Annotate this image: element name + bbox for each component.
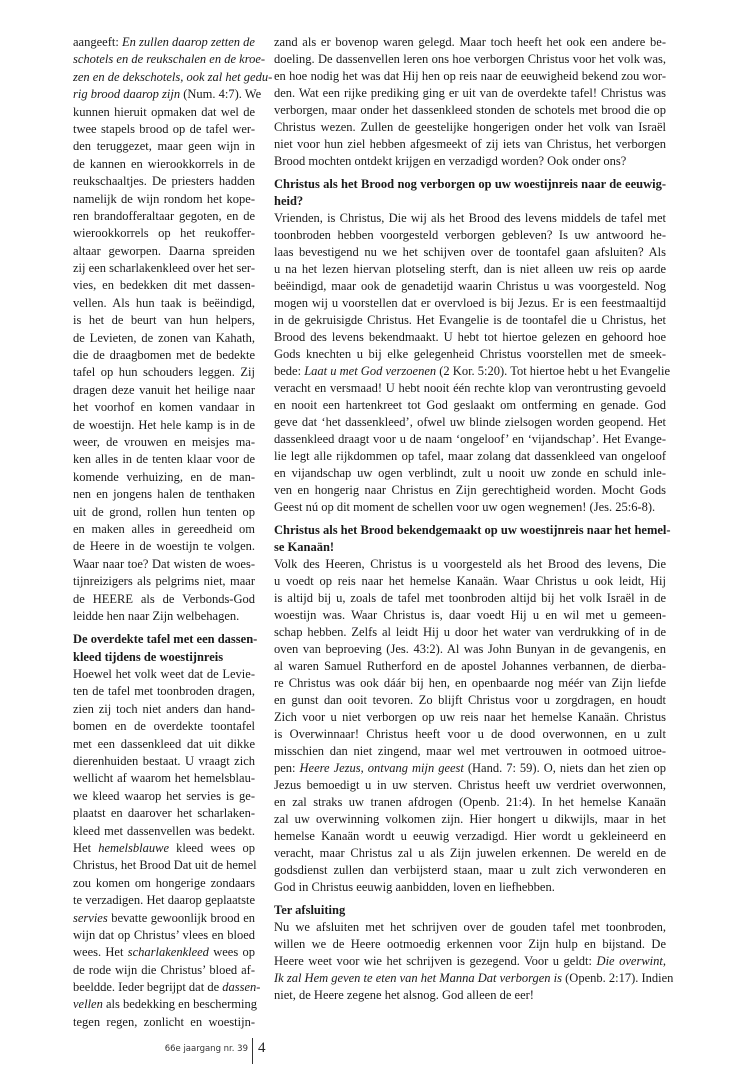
text: Vrienden, is Christus, Die wij als het Brood des levens middels de tafel met (274, 211, 666, 225)
text: Nu we afsluiten met het schrijven over de gouden tafel met toonbroden, (274, 920, 666, 934)
italic-text: Ik zal Hem geven te eten van het Manna Dat verborgen is (274, 971, 562, 985)
text: Christus als het Brood bekendgemaakt op uw woestijnreis naar het hemel- (274, 523, 671, 537)
text: tegen regen, zonlicht en woestijn- (73, 1014, 255, 1029)
text-line (274, 709, 666, 726)
text-line (73, 295, 255, 312)
text: bede: (274, 364, 305, 378)
text: tafel op hun schouders leggen. Zij (73, 365, 255, 380)
text: ken alles in de tenten klaar voor de (73, 452, 255, 467)
text: komende verhuizing, en de man- (73, 469, 255, 484)
section-heading (274, 902, 666, 919)
text-line (73, 701, 255, 718)
text-line (73, 962, 255, 979)
text-line (274, 794, 666, 811)
text-line (274, 102, 666, 119)
italic-text: hemelsblauwe (98, 840, 170, 855)
text-line (73, 875, 255, 892)
text-line (274, 953, 666, 970)
text: dragen deze vanuit het heilige naar (73, 382, 255, 397)
text: is Overwinnaar! Christus heeft voor u de dood overwonnen, en u zult (274, 727, 666, 741)
text-line (73, 1014, 255, 1031)
text: Gods knechten u bij elke gelegenheid Christus voorstellen met de smeek- (274, 347, 666, 361)
text-line (274, 346, 666, 363)
text: Ter afsluiting (274, 903, 346, 917)
text: de Heere in de woestijn te volgen. (73, 539, 255, 554)
text-line (274, 85, 666, 102)
text: laas bevestigend nu we het schijven over de toontafel gaan afsluiten? Als (274, 245, 666, 259)
text: Hoewel het volk weet dat de Levie- (73, 667, 255, 682)
text-line (274, 244, 666, 261)
left-column (73, 34, 273, 1031)
footer-issue: 66e jaargang nr. 39 (164, 1044, 248, 1054)
text-line (73, 608, 255, 625)
text-line (73, 927, 255, 944)
text-line (274, 522, 671, 539)
text: we kleed waarop het servies is ge- (73, 788, 255, 803)
text-line (73, 121, 255, 138)
text-line (274, 607, 666, 624)
right-column (274, 34, 674, 1004)
text: Volk des Heeren, Christus is u voorgesteld als het Brood des levens, Die (274, 557, 666, 571)
text: heid? (274, 194, 304, 208)
text-line (274, 539, 666, 556)
text-line (274, 482, 666, 499)
text-line (73, 69, 273, 86)
text-line (73, 996, 255, 1013)
text: en gunst dan ooit tevoren. Zo blijft Christus voor u zorgdragen, en houdt (274, 693, 666, 707)
text-line (73, 347, 255, 364)
paragraph (274, 210, 671, 516)
text: u voedt op reis naar het hemelse Kanaän. Waar Christus u ook leidt, Hij (274, 574, 666, 588)
text-line (274, 828, 666, 845)
text: veracht en versmaad! U hebt nooit één rechte klop van verontrusting gevoeld (274, 381, 666, 395)
text: (Num. 4:7). We (180, 87, 262, 102)
text: Jezus bemoedigt u in uw sterven. Christus heeft uw verdriet overwonnen, (274, 778, 666, 792)
text-line (73, 225, 255, 242)
text-line (73, 138, 255, 155)
text-line (73, 556, 255, 573)
text: oven van beproeving (Jes. 43:2). Al was John Bunyan in de gevangenis, en (274, 642, 666, 656)
italic-text: vellen (73, 997, 103, 1012)
text-line (274, 261, 666, 278)
text: zal uw overwinning volkomen zijn. Hier hongert u dikwijls, maar in het (274, 812, 666, 826)
text: den. Wat een rijke prediking ging er uit van de overdekte tafel! Christus was (274, 86, 666, 100)
text-line (73, 736, 255, 753)
text: God in Christus eeuwig aanbidden, loven en liefhebben. (274, 880, 555, 894)
text: is altijd bij u, zoals de tafel met toonbroden altijd bij het volk Israël in de (274, 591, 666, 605)
italic-text: Heere Jezus, ontvang mijn geest (299, 761, 464, 775)
text: twee stapels brood op de tafel wer- (73, 121, 255, 136)
text-line (274, 68, 666, 85)
text-line (274, 879, 666, 896)
text-line (73, 910, 255, 927)
text-line (274, 136, 666, 153)
text: als bedekking en bescherming (102, 997, 257, 1012)
text: niet, de Heere zegene het alsnog. God alleen de eer! (274, 988, 534, 1002)
paragraph (274, 919, 674, 1004)
text: wellicht af waarom het hemelsblau- (73, 771, 255, 786)
italic-text: scharlakenkleed (127, 945, 209, 960)
page-number: 4 (258, 1040, 266, 1056)
text-line (73, 434, 255, 451)
text-line (274, 743, 666, 760)
text-line (73, 823, 255, 840)
text-line (274, 363, 671, 380)
text: Christus, het Brood Dat uit de hemel (73, 858, 257, 873)
text: al waren Samuel Rutherford en de apostel Johannes verbannen, de dierba- (274, 659, 666, 673)
text: zand als er bovenop waren gelegd. Maar toch heeft het ook een andere be- (274, 35, 666, 49)
text-line (73, 666, 255, 683)
text: te verzadigen. Het daarop geplaatste (73, 893, 255, 908)
text-line (274, 397, 666, 414)
text-line (274, 692, 666, 709)
text-line (73, 364, 255, 381)
text: bevatte gewoonlijk brood en (107, 910, 255, 925)
text: Het (73, 840, 99, 855)
text-line (274, 278, 666, 295)
text-line (73, 469, 255, 486)
text: Zich voor u niet verborgen op uw reis naar het hemelse Kanaän. Christus (274, 710, 666, 724)
text-line (274, 210, 666, 227)
text-line (73, 504, 255, 521)
text: woestijn was. Waar Christus is, daar voedt Hij u en wil met u gemeen- (274, 608, 666, 622)
text-line (73, 683, 255, 700)
text: ven en hongerig naar Christus en Zijn gerechtigheid worden. Mocht Gods (274, 483, 666, 497)
text-line (73, 979, 261, 996)
text-line (274, 312, 666, 329)
text: godsdienst zullen dan verbijsterd staan, maar u zult zich verwonderen en (274, 863, 666, 877)
text-line (73, 944, 255, 961)
text: tijnreizigers als pelgrims niet, maar (73, 574, 255, 589)
text: leidde hen naar Zijn welbehagen. (73, 608, 240, 623)
text-line (274, 499, 666, 516)
text: re Christus was ook dáár bij hen, en openbaarde nog méér van Zijn liefde (274, 676, 666, 690)
text: en nooit een hartenkreet tot God geslaakt om ontferming en genade. God (274, 398, 666, 412)
text: wees. Het (73, 945, 128, 960)
text: kunnen hieruit opmaken dat wel de (73, 104, 255, 119)
text: geve dat ‘het dassenkleed’, ofwel uw blinde zielsogen worden geopend. Het (274, 415, 666, 429)
text: Brood mochten ontdekt krijgen en verzadigd worden? Ook onder ons? (274, 154, 627, 168)
text: kleed wees op (169, 840, 255, 855)
text-line (73, 34, 255, 51)
text-line (73, 156, 255, 173)
text-line (274, 51, 666, 68)
text: vellen. Als hun taak is beëindigd, (73, 295, 255, 310)
text-line (274, 590, 666, 607)
text: se Kanaän! (274, 540, 335, 554)
text-line (274, 760, 666, 777)
section-heading (73, 631, 258, 666)
text: dierenhuiden bestaat. U vraagt zich (73, 754, 255, 769)
section-heading (274, 522, 671, 556)
text: misschien dan niet zingend, maar wel met vertrouwen in ootmoed uitroe- (274, 744, 666, 758)
text-line (73, 649, 255, 666)
text: lie legt alle rijkdommen op tafel, maar zolang dat dassenkleed van ongeloof (274, 449, 666, 463)
text: en maken alles in gereedheid om (73, 521, 255, 536)
text-line (73, 840, 255, 857)
text: wees op (208, 945, 255, 960)
text: De overdekte tafel met een dassen- (73, 632, 258, 647)
text-line (274, 573, 666, 590)
text: bomen en de overdekte toontafel (73, 719, 255, 734)
italic-text: zen en de dekschotels, ook zal het gedu- (73, 69, 273, 84)
text: mogen wij u voorstellen dat er overvloed is bij Jezus. Er is een feestmaaltijd (274, 296, 666, 310)
text: toonbroden hebben voorgesteld verborgen gebleven? Is uw antwoord he- (274, 228, 666, 242)
paragraph (73, 666, 261, 1031)
text: Brood des levens bekendmaakt. U hebt tot hiertoe gelezen en gehoord hoe (274, 330, 666, 344)
text-line (73, 208, 255, 225)
text: die de draagbomen met de bedekte (73, 348, 255, 363)
text: reukschaaltjes. De priesters hadden (73, 174, 255, 189)
text-line (274, 726, 666, 743)
text-line (274, 845, 666, 862)
italic-text: servies (73, 910, 108, 925)
text: is het de beurt van hun helpers, (73, 313, 255, 328)
text-line (274, 119, 666, 136)
text: Christus als het Brood nog verborgen op uw woestijnreis naar de eeuwig- (274, 177, 666, 191)
text: en hoe nodig het was dat Hij hen op reis naar de eeuwigheid bekend zou wor- (274, 69, 666, 83)
italic-text: Laat u met God verzoenen (304, 364, 437, 378)
text: de kannen en wierookkorrels in de (73, 156, 255, 171)
text: doeling. De dassenvellen leren ons hoe verborgen Christus voor het volk was, (274, 52, 666, 66)
text-line (73, 86, 262, 103)
text-line (73, 805, 255, 822)
text: ren brandofferaltaar gegoten, en de (73, 208, 255, 223)
text: den teruggezet, maar geen wijn in (73, 139, 255, 154)
text-line (73, 382, 255, 399)
text-line (73, 330, 255, 347)
text-line (274, 295, 666, 312)
text: en vijandschap uw ogen verblindt, zult u nooit uw zonde en schuld inle- (274, 466, 666, 480)
text-line (274, 465, 666, 482)
text-line (274, 970, 674, 987)
text-line (73, 399, 255, 416)
paragraph (274, 34, 666, 170)
text: hemelse Kanaän wordt u eeuwig verzadigd. Hier wordt u gekleineerd en (274, 829, 666, 843)
text-line (274, 556, 666, 573)
text-line (274, 431, 666, 448)
paragraph (73, 34, 273, 625)
text-line (73, 857, 255, 874)
text: veracht, maar Christus zal u als Zijn juwelen erkennen. De wereld en de (274, 846, 666, 860)
text: (2 Kor. 5:20). Tot hiertoe hebt u het Evangelie (436, 364, 671, 378)
text-line (73, 243, 255, 260)
text-line (73, 191, 255, 208)
text-line (73, 591, 255, 608)
text: Geest nú op dit moment de schellen voor uw ogen wegnemen! (Jes. 25:6-8). (274, 500, 656, 514)
text: de woestijn. Het hele kamp is in de (73, 417, 255, 432)
text-line (274, 193, 666, 210)
text: de HEERE als de Verbonds-God (73, 591, 255, 606)
text: zou komen om hongerige zondaars (73, 875, 255, 890)
text: in de gekruisigde Christus. Het Evangelie is de toontafel die u Christus, het (274, 313, 666, 327)
text-line (73, 173, 255, 190)
text: aangeeft: (73, 35, 122, 49)
text-line (274, 777, 666, 794)
text-line (73, 631, 258, 648)
text: verborgen, maar onder het dassenkleed stonden de schotels met brood die op (274, 103, 666, 117)
text-line (274, 862, 666, 879)
text-line (73, 486, 255, 503)
text: beeldde. Ieder begrijpt dat de (73, 980, 223, 995)
text: pen: (274, 761, 300, 775)
text: plaatst en daarover het scharlaken- (73, 806, 255, 821)
text: Christus wezen. Zullen de geestelijke hongerigen onder het volk van Israël (274, 120, 666, 134)
text-line (274, 153, 666, 170)
italic-text: dassen- (222, 980, 261, 995)
text: Waar naar toe? Dat wisten de woes- (73, 556, 255, 571)
text: met een dassenkleed dat uit dikke (73, 736, 255, 751)
italic-text: En zullen daarop zetten de (121, 35, 255, 49)
text: zij een scharlakenkleed over het ser- (73, 261, 255, 276)
text-line (274, 414, 666, 431)
text-line (73, 51, 266, 68)
text: de rode wijn die Christus’ bloed af- (73, 962, 255, 977)
text-line (73, 260, 255, 277)
text-line (274, 624, 666, 641)
text: de Levieten, de zonen van Kahath, (73, 330, 255, 345)
italic-text: Die overwint, (596, 954, 666, 968)
text-line (73, 104, 255, 121)
text: kleed tijdens de woestijnreis (73, 649, 224, 664)
text: Heere weet voor wie het schrijven is gezegend. Voor u geldt: (274, 954, 597, 968)
text-line (274, 448, 666, 465)
text-line (274, 329, 666, 346)
text: het voorhof en komen vandaar in (73, 400, 255, 415)
text: ten de tafel met toonbroden dragen, (73, 684, 255, 699)
text: kleed met dassenvellen was bedekt. (73, 823, 255, 838)
text-line (274, 987, 666, 1004)
text: u na het lezen hiervan plotseling sterft, dan is niet alleen uw reis op aarde (274, 262, 666, 276)
text-line (73, 451, 255, 468)
text-line (274, 380, 666, 397)
text: en zal straks uw tranen afdrogen (Openb. 21:4). In het hemelse Kanaän (274, 795, 666, 809)
text-line (73, 417, 255, 434)
text-line (73, 312, 255, 329)
text: wijn dat op Christus’ vlees en bloed (73, 927, 255, 942)
text: vies, en bedekken dit met dassen- (73, 278, 255, 293)
text: wierookkorrels op het reukoffer- (73, 226, 255, 241)
text-line (274, 811, 666, 828)
text: willen we de Heere ootmoedig erkennen voor Zijn hulp en bijstand. De (274, 937, 666, 951)
text-line (73, 573, 255, 590)
text-line (274, 176, 666, 193)
text: weer, de vrouwen en meisjes ma- (73, 434, 255, 449)
italic-text: rig brood daarop zijn (73, 87, 181, 102)
text-line (274, 936, 666, 953)
text-line (274, 227, 666, 244)
text: (Hand. 7: 59). O, niets dan het zien op (463, 761, 666, 775)
text: (Openb. 2:17). Indien (562, 971, 674, 985)
text-line (274, 675, 666, 692)
paragraph (274, 556, 666, 896)
text-line (73, 277, 255, 294)
text: uit de grond, rollen hun tenten op (73, 504, 255, 519)
text-line (274, 919, 666, 936)
text-line (73, 892, 255, 909)
text: nen en jongens halen de tenthaken (73, 487, 255, 502)
text: dassenkleed draagt voor u de naam ‘ongeloof’ en ‘vijandschap’. Het Evange- (274, 432, 666, 446)
text-line (73, 753, 255, 770)
text: niet voor hun ziel hebben afgesmeekt of zij iets van Christus, het verborgen (274, 137, 666, 151)
text-line (274, 902, 666, 919)
text: schap hebben. Zelfs al leidt Hij u door het water van verdrukking of in de (274, 625, 666, 639)
footer-divider (252, 1038, 253, 1064)
text-line (73, 770, 255, 787)
text-line (73, 788, 255, 805)
text: namelijk de wijn rondom het kope- (73, 191, 255, 206)
italic-text: schotels en de reukschalen en de kroe- (73, 52, 266, 67)
section-heading (274, 176, 666, 210)
text: altaar geworpen. Daarna spreiden (73, 243, 255, 258)
text-line (73, 718, 255, 735)
text-line (274, 658, 666, 675)
text-line (274, 641, 666, 658)
text: zien zij toch niet anders dan hand- (73, 701, 255, 716)
text-line (73, 538, 255, 555)
text-line (73, 521, 255, 538)
text: beëindigd, maar ook de genadetijd waarin Christus u was voorgesteld. Nog (274, 279, 666, 293)
text-line (274, 34, 666, 51)
